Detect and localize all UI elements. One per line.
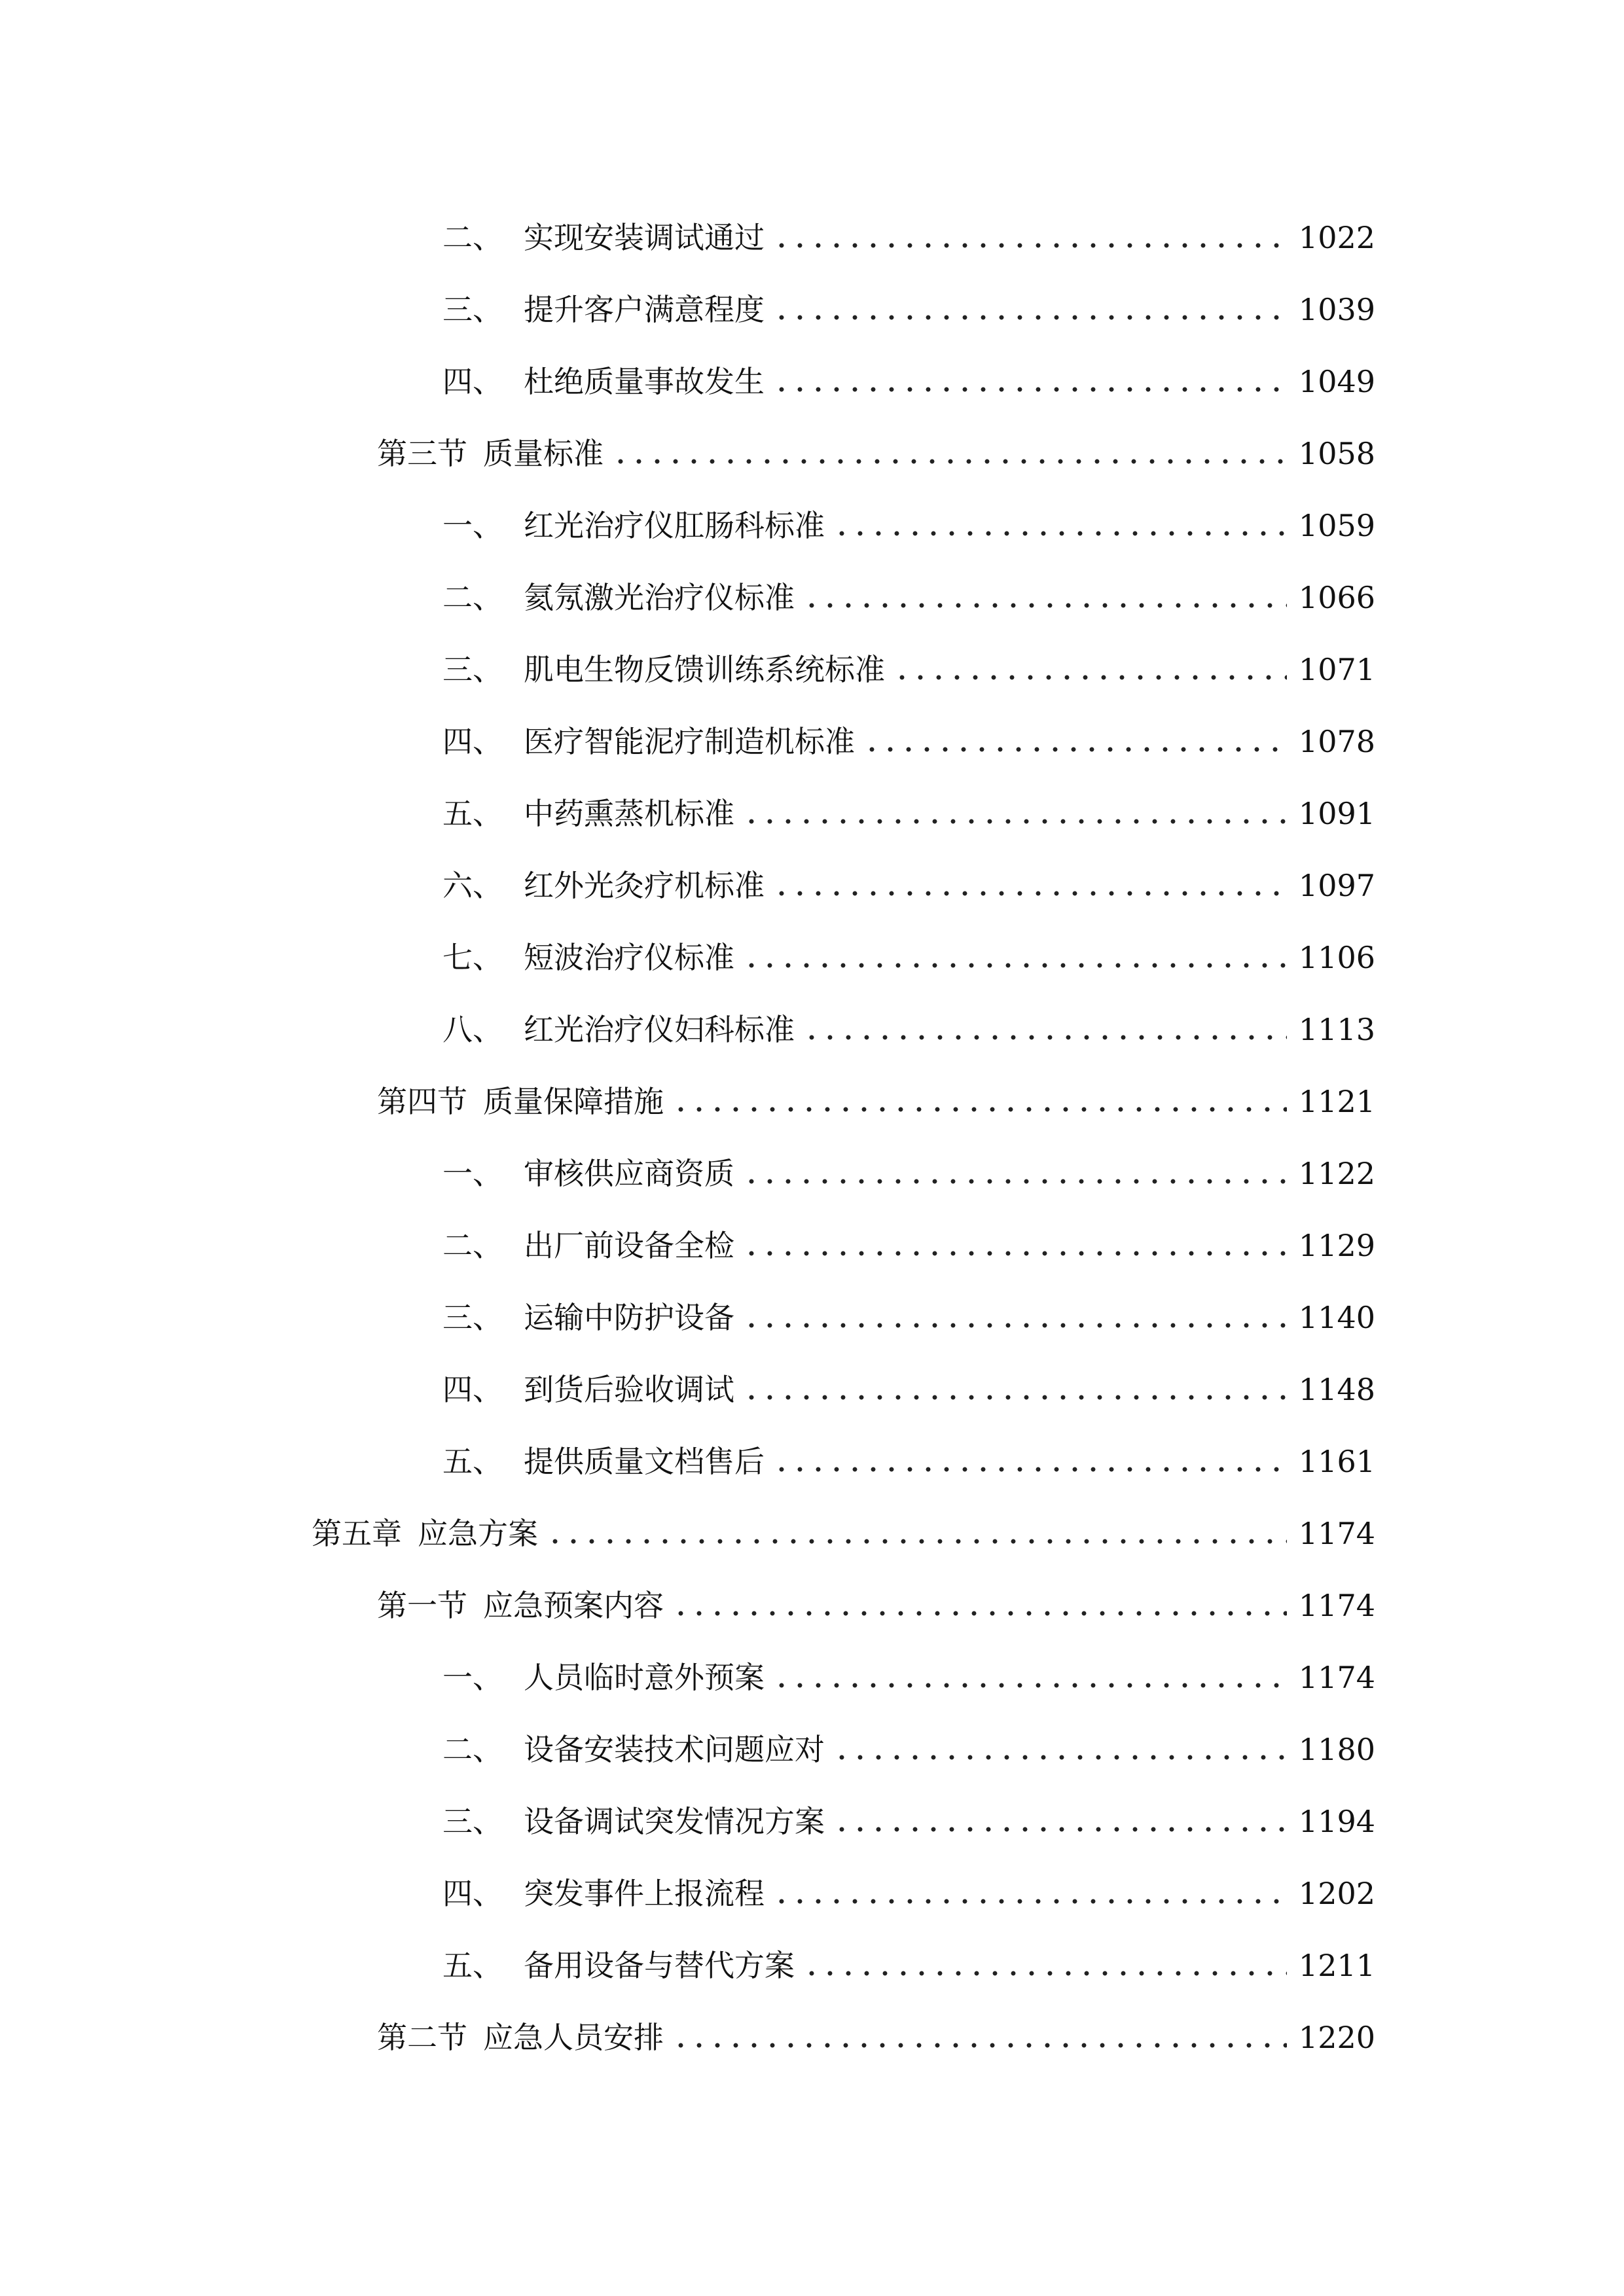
dot-leader [772,313,1287,322]
toc-entry-number: 二、 [442,1732,503,1767]
toc-entry-title: 设备安装技术问题应对 [524,1732,825,1767]
toc-entry-title: 到货后验收调试 [524,1372,734,1407]
toc-entry-page-number: 1122 [1298,1156,1375,1191]
toc-entry[interactable] [0,346,1624,418]
toc-entry-number: 三、 [442,1804,503,1839]
toc-entry-number: 第四节 [377,1084,467,1119]
toc-entry[interactable] [0,1354,1624,1426]
toc-entry-number: 五、 [442,796,503,831]
toc-entry[interactable] [0,562,1624,634]
toc-entry[interactable] [0,994,1624,1066]
toc-entry-title: 氦氖激光治疗仪标准 [524,580,795,615]
toc-entry-number: 四、 [442,724,503,759]
dot-leader [833,1753,1287,1762]
toc-entry-title: 红光治疗仪妇科标准 [524,1012,795,1047]
toc-entry[interactable] [0,2001,1624,2073]
dot-leader [893,673,1287,682]
toc-entry-title: 短波治疗仪标准 [524,940,734,975]
dot-leader [772,385,1287,394]
toc-entry-page-number: 1180 [1298,1732,1375,1767]
dot-leader [772,241,1287,250]
toc-entry-page-number: 1161 [1298,1444,1375,1479]
toc-entry-page-number: 1148 [1298,1372,1375,1407]
toc-entry-number: 第一节 [377,1588,467,1623]
toc-entry[interactable] [0,1426,1624,1498]
table-of-contents [0,202,1624,2073]
toc-entry-number: 四、 [442,1372,503,1407]
toc-entry-number: 二、 [442,220,503,255]
toc-entry-title: 医疗智能泥疗制造机标准 [524,724,855,759]
toc-entry-title: 提供质量文档售后 [524,1444,765,1479]
toc-entry-number: 第二节 [377,2020,467,2055]
toc-entry-number: 四、 [442,1876,503,1911]
dot-leader [772,889,1287,898]
toc-entry[interactable] [0,490,1624,562]
toc-entry-page-number: 1113 [1298,1012,1375,1047]
toc-entry[interactable] [0,1066,1624,1138]
toc-entry[interactable] [0,1785,1624,1857]
toc-entry-page-number: 1059 [1298,508,1375,543]
toc-entry-number: 三、 [442,652,503,687]
dot-leader [772,1465,1287,1474]
toc-entry-title: 红光治疗仪肛肠科标准 [524,508,825,543]
dot-leader [672,1609,1287,1618]
toc-entry-title: 杜绝质量事故发生 [524,364,765,399]
toc-entry[interactable] [0,202,1624,274]
toc-entry-number: 四、 [442,364,503,399]
toc-entry[interactable] [0,634,1624,706]
toc-entry-title: 质量标准 [483,436,604,471]
toc-entry-page-number: 1039 [1298,292,1375,327]
toc-entry-number: 二、 [442,1228,503,1263]
dot-leader [742,1393,1287,1402]
toc-entry-page-number: 1058 [1298,436,1375,471]
toc-entry-number: 八、 [442,1012,503,1047]
dot-leader [611,457,1287,466]
toc-entry-title: 应急方案 [418,1516,538,1551]
toc-entry-page-number: 1022 [1298,220,1375,255]
toc-entry-title: 突发事件上报流程 [524,1876,765,1911]
toc-entry-page-number: 1174 [1298,1660,1375,1695]
dot-leader [833,1825,1287,1834]
toc-entry-title: 实现安装调试通过 [524,220,765,255]
toc-entry-number: 第三节 [377,436,467,471]
toc-entry[interactable] [0,418,1624,490]
toc-entry-title: 审核供应商资质 [524,1156,734,1191]
toc-entry-title: 中药熏蒸机标准 [524,796,734,831]
toc-entry-number: 一、 [442,508,503,543]
toc-entry-title: 应急人员安排 [483,2020,664,2055]
toc-entry-page-number: 1140 [1298,1300,1375,1335]
toc-entry-title: 运输中防护设备 [524,1300,734,1335]
toc-entry-number: 五、 [442,1444,503,1479]
toc-entry-number: 第五章 [312,1516,402,1551]
toc-entry-number: 六、 [442,868,503,903]
toc-entry-page-number: 1129 [1298,1228,1375,1263]
toc-entry[interactable] [0,1282,1624,1354]
dot-leader [742,817,1287,826]
dot-leader [742,961,1287,970]
toc-entry[interactable] [0,1210,1624,1282]
toc-entry[interactable] [0,1929,1624,2001]
toc-entry-page-number: 1220 [1298,2020,1375,2055]
toc-entry-page-number: 1174 [1298,1516,1375,1551]
toc-entry-page-number: 1211 [1298,1948,1375,1983]
toc-entry-title: 应急预案内容 [483,1588,664,1623]
toc-entry-title: 红外光灸疗机标准 [524,868,765,903]
toc-entry-number: 一、 [442,1156,503,1191]
toc-entry-page-number: 1091 [1298,796,1375,831]
toc-entry-page-number: 1049 [1298,364,1375,399]
dot-leader [742,1321,1287,1330]
toc-entry-page-number: 1194 [1298,1804,1375,1839]
dot-leader [863,745,1287,754]
toc-entry-title: 备用设备与替代方案 [524,1948,795,1983]
dot-leader [742,1177,1287,1186]
dot-leader [772,1897,1287,1906]
toc-entry[interactable] [0,922,1624,994]
toc-entry-page-number: 1078 [1298,724,1375,759]
toc-entry[interactable] [0,1713,1624,1785]
toc-entry[interactable] [0,1857,1624,1929]
toc-entry-page-number: 1174 [1298,1588,1375,1623]
toc-entry-page-number: 1066 [1298,580,1375,615]
toc-entry-title: 设备调试突发情况方案 [524,1804,825,1839]
toc-entry-page-number: 1097 [1298,868,1375,903]
dot-leader [833,529,1287,538]
dot-leader [803,1969,1287,1978]
toc-entry-page-number: 1071 [1298,652,1375,687]
dot-leader [672,2041,1287,2050]
toc-entry-number: 五、 [442,1948,503,1983]
dot-leader [772,1681,1287,1690]
toc-entry[interactable] [0,1641,1624,1713]
toc-entry[interactable] [0,778,1624,850]
dot-leader [672,1105,1287,1114]
toc-entry[interactable] [0,706,1624,778]
dot-leader [803,601,1287,610]
toc-entry-number: 七、 [442,940,503,975]
dot-leader [546,1537,1287,1546]
toc-entry-number: 一、 [442,1660,503,1695]
toc-entry-page-number: 1121 [1298,1084,1375,1119]
toc-entry-title: 质量保障措施 [483,1084,664,1119]
dot-leader [742,1249,1287,1258]
dot-leader [803,1033,1287,1042]
toc-entry-number: 三、 [442,292,503,327]
toc-entry[interactable] [0,1498,1624,1570]
toc-entry-title: 肌电生物反馈训练系统标准 [524,652,885,687]
toc-entry[interactable] [0,850,1624,922]
toc-entry-page-number: 1106 [1298,940,1375,975]
toc-entry-title: 人员临时意外预案 [524,1660,765,1695]
toc-entry-title: 提升客户满意程度 [524,292,765,327]
toc-entry-page-number: 1202 [1298,1876,1375,1911]
toc-entry[interactable] [0,1138,1624,1210]
toc-entry-number: 三、 [442,1300,503,1335]
toc-entry[interactable] [0,1570,1624,1641]
toc-entry-title: 出厂前设备全检 [524,1228,734,1263]
toc-entry-number: 二、 [442,580,503,615]
toc-entry[interactable] [0,274,1624,346]
